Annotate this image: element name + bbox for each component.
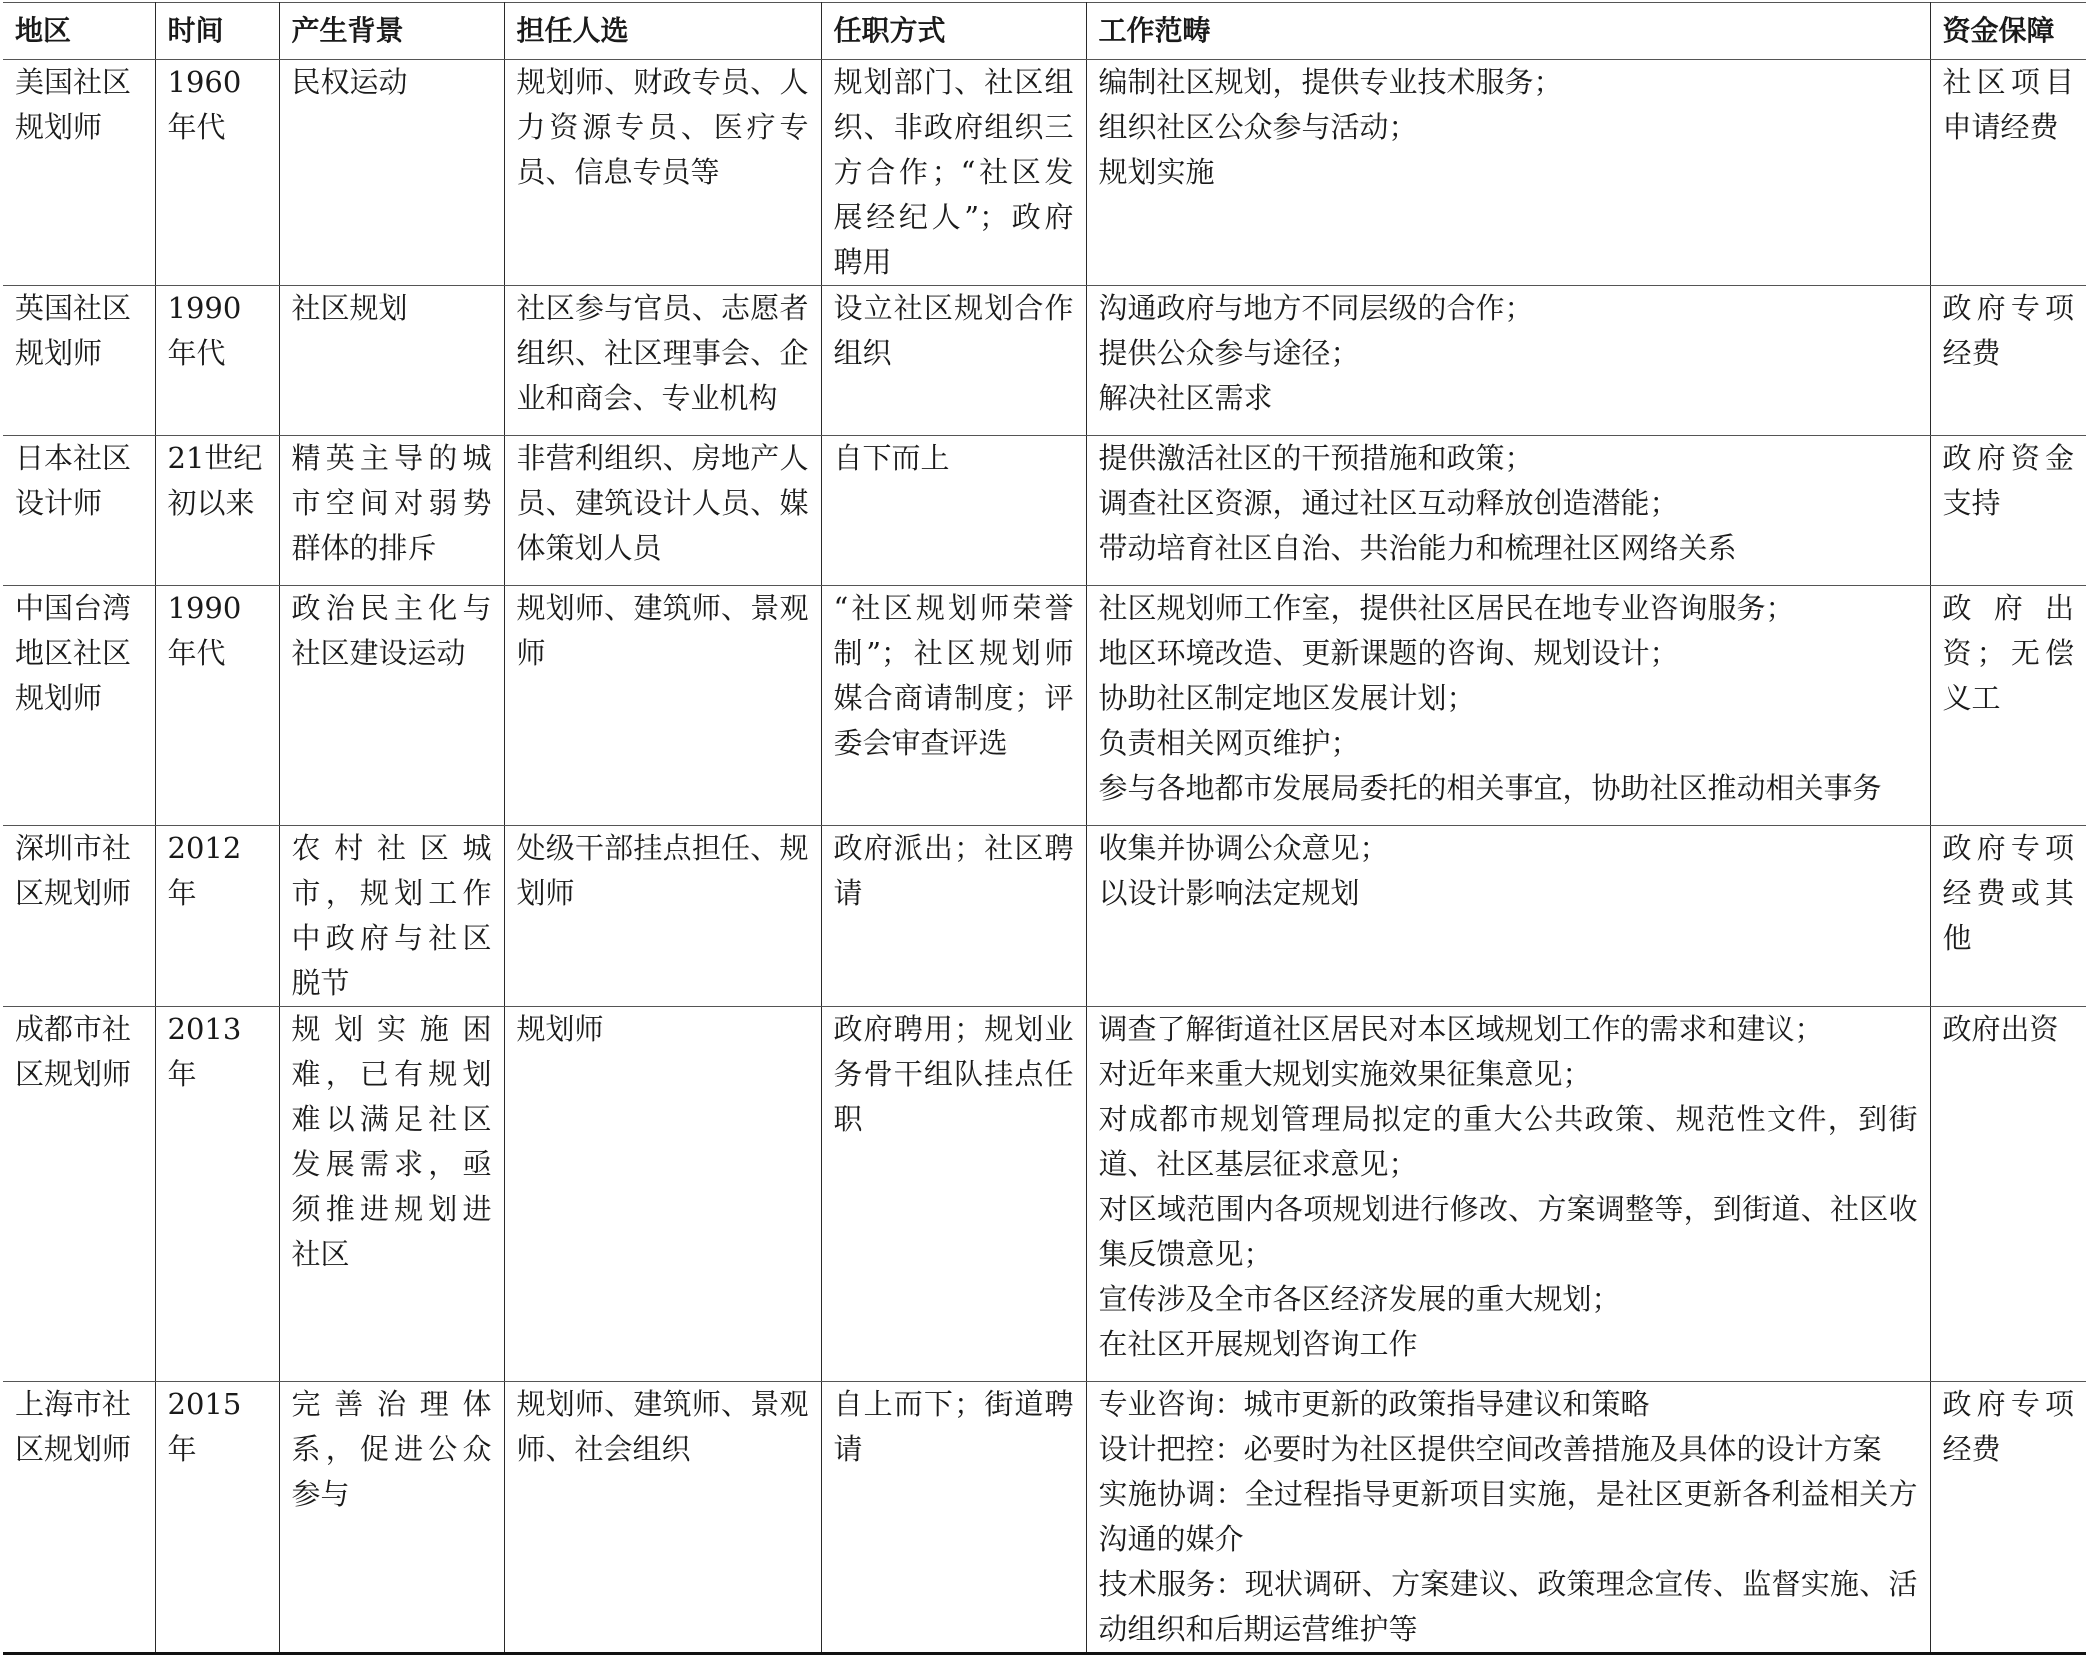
scope-item: 在社区开展规划咨询工作: [1098, 1327, 1418, 1361]
table-row: [3, 826, 2086, 1007]
scope-cell: [1086, 436, 1930, 586]
background-cell: 农村社区城市，规划工作中政府与社区脱节: [279, 826, 504, 1007]
scope-item: 以设计影响法定规划: [1098, 876, 1360, 910]
funding-cell: 社区项目申请经费: [1930, 60, 2086, 286]
candidates-cell: 规划师、建筑师、景观师: [504, 586, 821, 826]
funding-cell: 政府出资: [1930, 1007, 2086, 1382]
background-cell: 完善治理体系，促进公众参与: [279, 1382, 504, 1654]
scope-cell: [1086, 1007, 1930, 1382]
scope-item: 对成都市规划管理局拟定的重大公共政策、规范性文件，到街道、社区基层征求意见；: [1098, 1102, 1918, 1181]
scope-item: 对近年来重大规划实施效果征集意见；: [1098, 1057, 1592, 1091]
community-planner-comparison-table: [3, 2, 2086, 1655]
funding-cell: 政府专项经费或其他: [1930, 826, 2086, 1007]
time-cell: 1960年代: [155, 60, 279, 286]
header-appointment: 任职方式: [821, 3, 1086, 60]
background-cell: 规划实施困难，已有规划难以满足社区发展需求，亟须推进规划进社区: [279, 1007, 504, 1382]
scope-item: 设计把控：必要时为社区提供空间改善措施及具体的设计方案: [1098, 1432, 1882, 1466]
background-cell: 社区规划: [279, 286, 504, 436]
scope-item: 提供公众参与途径；: [1098, 336, 1360, 370]
scope-item: 沟通政府与地方不同层级的合作；: [1098, 291, 1534, 325]
appointment-cell: 设立社区规划合作组织: [821, 286, 1086, 436]
background-cell: 民权运动: [279, 60, 504, 286]
candidates-cell: 规划师、财政专员、人力资源专员、医疗专员、信息专员等: [504, 60, 821, 286]
scope-cell: [1086, 60, 1930, 286]
region-cell: 深圳市社区规划师: [3, 826, 155, 1007]
appointment-cell: 政府聘用；规划业务骨干组队挂点任职: [821, 1007, 1086, 1382]
table-row: [3, 436, 2086, 586]
table-row: [3, 286, 2086, 436]
time-cell: 2012年: [155, 826, 279, 1007]
scope-item: 宣传涉及全市各区经济发展的重大规划；: [1098, 1282, 1621, 1316]
scope-item: 编制社区规划，提供专业技术服务；: [1098, 65, 1563, 99]
scope-item: 协助社区制定地区发展计划；: [1098, 681, 1476, 715]
scope-item: 实施协调：全过程指导更新项目实施，是社区更新各利益相关方沟通的媒介: [1098, 1477, 1918, 1556]
scope-item: 规划实施: [1098, 155, 1215, 189]
time-cell: 21世纪初以来: [155, 436, 279, 586]
scope-item: 提供激活社区的干预措施和政策；: [1098, 441, 1534, 475]
funding-cell: 政府资金支持: [1930, 436, 2086, 586]
funding-cell: 政府出资；无偿义工: [1930, 586, 2086, 826]
time-cell: 2015年: [155, 1382, 279, 1654]
time-cell: 2013年: [155, 1007, 279, 1382]
appointment-cell: 自下而上: [821, 436, 1086, 586]
scope-item: 调查社区资源，通过社区互动释放创造潜能；: [1098, 486, 1679, 520]
region-cell: 美国社区规划师: [3, 60, 155, 286]
region-cell: 日本社区设计师: [3, 436, 155, 586]
header-scope: 工作范畴: [1086, 3, 1930, 60]
candidates-cell: 非营利组织、房地产人员、建筑设计人员、媒体策划人员: [504, 436, 821, 586]
funding-cell: 政府专项经费: [1930, 1382, 2086, 1654]
scope-cell: [1086, 826, 1930, 1007]
header-funding: 资金保障: [1930, 3, 2086, 60]
table-row: [3, 586, 2086, 826]
header-background: 产生背景: [279, 3, 504, 60]
funding-cell: 政府专项经费: [1930, 286, 2086, 436]
candidates-cell: 规划师: [504, 1007, 821, 1382]
region-cell: 上海市社区规划师: [3, 1382, 155, 1654]
scope-item: 专业咨询：城市更新的政策指导建议和策略: [1098, 1387, 1650, 1421]
scope-item: 对区域范围内各项规划进行修改、方案调整等，到街道、社区收集反馈意见；: [1098, 1192, 1918, 1271]
candidates-cell: 处级干部挂点担任、规划师: [504, 826, 821, 1007]
scope-item: 参与各地都市发展局委托的相关事宜，协助社区推动相关事务: [1098, 771, 1882, 805]
scope-item: 技术服务：现状调研、方案建议、政策理念宣传、监督实施、活动组织和后期运营维护等: [1098, 1567, 1918, 1646]
scope-item: 带动培育社区自治、共治能力和梳理社区网络关系: [1098, 531, 1737, 565]
table-row: [3, 60, 2086, 286]
scope-cell: [1086, 586, 1930, 826]
background-cell: 精英主导的城市空间对弱势群体的排斥: [279, 436, 504, 586]
background-cell: 政治民主化与社区建设运动: [279, 586, 504, 826]
header-time: 时间: [155, 3, 279, 60]
candidates-cell: 规划师、建筑师、景观师、社会组织: [504, 1382, 821, 1654]
appointment-cell: “社区规划师荣誉制”；社区规划师媒合商请制度；评委会审查评选: [821, 586, 1086, 826]
scope-item: 组织社区公众参与活动；: [1098, 110, 1418, 144]
scope-cell: [1086, 286, 1930, 436]
scope-item: 负责相关网页维护；: [1098, 726, 1360, 760]
scope-item: 解决社区需求: [1098, 381, 1273, 415]
scope-item: 调查了解街道社区居民对本区域规划工作的需求和建议；: [1098, 1012, 1824, 1046]
time-cell: 1990年代: [155, 286, 279, 436]
candidates-cell: 社区参与官员、志愿者组织、社区理事会、企业和商会、专业机构: [504, 286, 821, 436]
scope-item: 社区规划师工作室，提供社区居民在地专业咨询服务；: [1098, 591, 1795, 625]
header-candidates: 担任人选: [504, 3, 821, 60]
scope-item: 地区环境改造、更新课题的咨询、规划设计；: [1098, 636, 1679, 670]
region-cell: 英国社区规划师: [3, 286, 155, 436]
time-cell: 1990年代: [155, 586, 279, 826]
table-row: [3, 1007, 2086, 1382]
scope-item: 收集并协调公众意见；: [1098, 831, 1389, 865]
region-cell: 中国台湾地区社区规划师: [3, 586, 155, 826]
appointment-cell: 规划部门、社区组织、非政府组织三方合作；“社区发展经纪人”；政府聘用: [821, 60, 1086, 286]
header-row: [3, 3, 2086, 60]
appointment-cell: 自上而下；街道聘请: [821, 1382, 1086, 1654]
region-cell: 成都市社区规划师: [3, 1007, 155, 1382]
appointment-cell: 政府派出；社区聘请: [821, 826, 1086, 1007]
header-region: 地区: [3, 3, 155, 60]
